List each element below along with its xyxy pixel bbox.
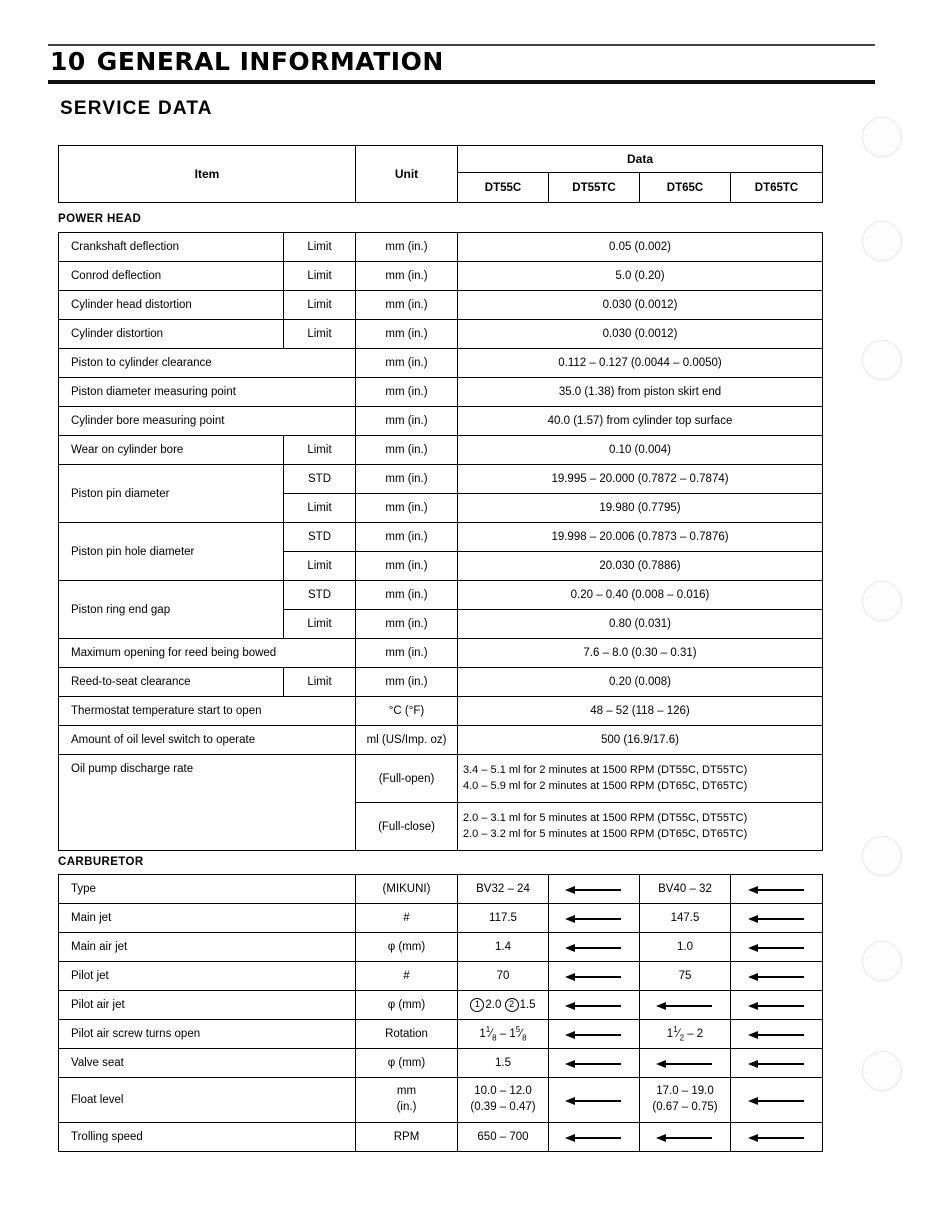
group-label-power-head: POWER HEAD: [58, 213, 142, 225]
row-sub: STD: [284, 465, 356, 494]
row-sub: Limit: [284, 668, 356, 697]
row-value: 20.030 (0.7886): [458, 552, 823, 581]
table-power-head: [58, 232, 823, 851]
table-row: [59, 378, 823, 407]
binder-hole-icon: [862, 340, 902, 380]
row-unit: mm (in.): [356, 262, 458, 291]
table-row: [59, 407, 823, 436]
row-value: 48 – 52 (118 – 126): [458, 697, 823, 726]
ditto-arrow-icon: [748, 1093, 806, 1108]
header-model-dt65tc: DT65TC: [731, 173, 823, 203]
row-value: 40.0 (1.57) from cylinder top surface: [458, 407, 823, 436]
row-unit: φ (mm): [356, 1049, 458, 1078]
ditto-arrow-icon: [565, 969, 623, 984]
row-sub: STD: [284, 523, 356, 552]
row-unit: mm (in.): [356, 436, 458, 465]
ditto-arrow-icon: [565, 1027, 623, 1042]
row-sub: Limit: [284, 262, 356, 291]
row-value: 19.998 – 20.006 (0.7873 – 0.7876): [458, 523, 823, 552]
cell-value: 1.5: [495, 1057, 511, 1069]
row-sub: Limit: [284, 552, 356, 581]
table-row: [59, 697, 823, 726]
table-row: [59, 436, 823, 465]
row-value-model-0: [458, 1123, 549, 1152]
table-row: [59, 349, 823, 378]
cell-value: 75: [678, 970, 692, 982]
binder-hole-icon: [862, 941, 902, 981]
binder-hole-icon: [862, 1051, 902, 1091]
row-unit: mm (in.): [356, 1078, 458, 1123]
ditto-arrow-icon: [565, 940, 623, 955]
row-item: Main air jet: [59, 933, 356, 962]
row-unit: RPM: [356, 1123, 458, 1152]
row-value: 35.0 (1.38) from piston skirt end: [458, 378, 823, 407]
page-title: [48, 46, 875, 79]
row-unit: (Full-close): [356, 803, 458, 851]
row-value-model-0: [458, 933, 549, 962]
ditto-arrow-icon: [748, 998, 806, 1013]
ditto-arrow-icon: [748, 1130, 806, 1145]
row-value: 3.4 – 5.1 ml for 2 minutes at 1500 RPM (DT55C, DT55TC) 4.0 – 5.9 ml for 2 minutes at 1500 RPM (DT65C, DT65TC): [458, 755, 823, 803]
table-row: [59, 991, 823, 1020]
ditto-arrow-icon: [656, 1056, 714, 1071]
cell-value: 117.5: [489, 912, 517, 924]
row-sub: Limit: [284, 610, 356, 639]
row-unit: mm (in.): [356, 233, 458, 262]
binder-hole-icon: [862, 581, 902, 621]
row-unit: mm (in.): [356, 465, 458, 494]
row-item: Piston pin hole diameter: [59, 523, 284, 581]
row-item: Main jet: [59, 904, 356, 933]
row-value-model-2: [640, 875, 731, 904]
section-title: SERVICE DATA: [60, 98, 213, 119]
table-row: [59, 233, 823, 262]
table-row: [59, 1078, 823, 1123]
row-item: Thermostat temperature start to open: [59, 697, 356, 726]
ditto-arrow-icon: [748, 882, 806, 897]
row-value-model-2: [640, 991, 731, 1020]
row-value-model-2: [640, 962, 731, 991]
row-value-model-3: [731, 1020, 823, 1049]
table-row: [59, 262, 823, 291]
row-value-model-3: [731, 904, 823, 933]
table-row: [59, 904, 823, 933]
cell-value: 1.5: [519, 999, 536, 1012]
cell-value: 2.0: [485, 999, 502, 1012]
row-unit: mm (in.): [356, 523, 458, 552]
ditto-arrow-icon: [748, 1056, 806, 1071]
ditto-arrow-icon: [656, 1130, 714, 1145]
row-value: 500 (16.9/17.6): [458, 726, 823, 755]
row-item: Valve seat: [59, 1049, 356, 1078]
cell-value: 650 – 700: [477, 1131, 529, 1143]
row-value-model-1: [549, 1123, 640, 1152]
group-label-carburetor: CARBURETOR: [58, 856, 144, 868]
row-value-model-2: [640, 1020, 731, 1049]
ditto-arrow-icon: [748, 940, 806, 955]
row-item: Type: [59, 875, 356, 904]
row-unit: mm (in.): [356, 639, 458, 668]
row-value-model-3: [731, 1123, 823, 1152]
table-row: [59, 755, 823, 803]
row-sub: Limit: [284, 436, 356, 465]
cell-value: 10.0 – 12.0 (0.39 – 0.47): [470, 1085, 536, 1113]
table-row: [59, 1020, 823, 1049]
row-unit: mm (in.): [356, 349, 458, 378]
row-value-model-1: [549, 962, 640, 991]
ditto-arrow-icon: [565, 882, 623, 897]
row-item: Wear on cylinder bore: [59, 436, 284, 465]
row-value-model-1: [549, 1020, 640, 1049]
row-value: 19.995 – 20.000 (0.7872 – 0.7874): [458, 465, 823, 494]
row-unit: #: [356, 904, 458, 933]
ditto-arrow-icon: [565, 1056, 623, 1071]
table-row: [59, 962, 823, 991]
cell-value: 147.5: [670, 912, 700, 924]
row-value-model-1: [549, 991, 640, 1020]
cell-value: BV40 – 32: [658, 883, 712, 895]
row-item: Maximum opening for reed being bowed: [59, 639, 356, 668]
row-value-model-0: [458, 962, 549, 991]
ditto-arrow-icon: [748, 911, 806, 926]
header-model-dt55c: DT55C: [458, 173, 549, 203]
table-row: [59, 726, 823, 755]
row-value-model-3: [731, 1049, 823, 1078]
ditto-arrow-icon: [565, 1130, 623, 1145]
table-row: [59, 933, 823, 962]
binder-hole-icon: [862, 221, 902, 261]
header-model-dt65c: DT65C: [640, 173, 731, 203]
row-unit: ml (US/Imp. oz): [356, 726, 458, 755]
row-value: 2.0 – 3.1 ml for 5 minutes at 1500 RPM (DT55C, DT55TC) 2.0 – 3.2 ml for 5 minutes at 1500 RPM (DT65C, DT65TC): [458, 803, 823, 851]
row-value-model-1: [549, 1049, 640, 1078]
row-value-model-3: [731, 1078, 823, 1123]
cell-value: BV32 – 24: [476, 883, 530, 895]
row-item: Conrod deflection: [59, 262, 284, 291]
ditto-arrow-icon: [656, 998, 714, 1013]
row-value-model-2: [640, 904, 731, 933]
row-unit: mm (in.): [356, 320, 458, 349]
row-unit: mm (in.): [356, 552, 458, 581]
cell-value: 1.4: [495, 941, 511, 953]
row-value-model-0: [458, 875, 549, 904]
binder-hole-icon: [862, 117, 902, 157]
row-unit: (Full-open): [356, 755, 458, 803]
row-item: Pilot air jet: [59, 991, 356, 1020]
row-value: 0.112 – 0.127 (0.0044 – 0.0050): [458, 349, 823, 378]
circled-number-icon: 2: [505, 998, 519, 1012]
row-value-model-3: [731, 991, 823, 1020]
row-item: Reed-to-seat clearance: [59, 668, 284, 697]
row-value: 5.0 (0.20): [458, 262, 823, 291]
row-value: 0.030 (0.0012): [458, 320, 823, 349]
ditto-arrow-icon: [565, 911, 623, 926]
row-item: Pilot air screw turns open: [59, 1020, 356, 1049]
running-head: [48, 44, 875, 84]
row-sub: Limit: [284, 320, 356, 349]
row-value-model-2: [640, 1049, 731, 1078]
row-value: 0.80 (0.031): [458, 610, 823, 639]
running-head-text: GENERAL INFORMATION: [96, 47, 444, 76]
header-data: Data: [458, 146, 823, 173]
row-item: Amount of oil level switch to operate: [59, 726, 356, 755]
row-value-model-3: [731, 933, 823, 962]
row-value-model-1: [549, 875, 640, 904]
row-value: 0.10 (0.004): [458, 436, 823, 465]
row-unit: mm (in.): [356, 378, 458, 407]
row-value-model-1: [549, 933, 640, 962]
row-unit: φ (mm): [356, 991, 458, 1020]
cell-value: 70: [496, 970, 510, 982]
cell-value: 1.0: [677, 941, 693, 953]
table-row: [59, 639, 823, 668]
head-rule-bottom: [48, 80, 875, 84]
table-row: [59, 668, 823, 697]
row-unit: mm (in.): [356, 581, 458, 610]
ditto-arrow-icon: [748, 1027, 806, 1042]
table-row: [59, 465, 823, 494]
row-sub: Limit: [284, 291, 356, 320]
ditto-arrow-icon: [565, 998, 623, 1013]
row-value-model-0: [458, 904, 549, 933]
row-unit: mm (in.): [356, 668, 458, 697]
cell-value: 17.0 – 19.0 (0.67 – 0.75): [652, 1085, 718, 1113]
row-unit: (MIKUNI): [356, 875, 458, 904]
table-row: [59, 291, 823, 320]
row-value-model-3: [731, 962, 823, 991]
table-row: [59, 1049, 823, 1078]
row-unit: mm (in.): [356, 407, 458, 436]
row-value-model-0: [458, 1049, 549, 1078]
row-unit: φ (mm): [356, 933, 458, 962]
row-item: Cylinder bore measuring point: [59, 407, 356, 436]
row-value-model-1: [549, 1078, 640, 1123]
cell-value: $1^1⁄_2 - 2$: [666, 1025, 704, 1043]
row-value-model-0: [458, 1020, 549, 1049]
row-item: Piston pin diameter: [59, 465, 284, 523]
row-value-model-2: [640, 1078, 731, 1123]
row-sub: Limit: [284, 233, 356, 262]
header-model-dt55tc: DT55TC: [549, 173, 640, 203]
row-unit: mm (in.): [356, 291, 458, 320]
row-item: Trolling speed: [59, 1123, 356, 1152]
header-item: Item: [59, 146, 356, 203]
row-sub: STD: [284, 581, 356, 610]
row-unit: mm (in.): [356, 494, 458, 523]
row-value-model-2: [640, 933, 731, 962]
table-row: [59, 523, 823, 552]
ditto-arrow-icon: [748, 969, 806, 984]
row-item: Cylinder distortion: [59, 320, 284, 349]
row-value-model-0: [458, 991, 549, 1020]
table-carburetor: [58, 874, 823, 1152]
row-item: Piston to cylinder clearance: [59, 349, 356, 378]
row-value: 0.20 – 0.40 (0.008 – 0.016): [458, 581, 823, 610]
cell-value: $1^1⁄_8$ – $1^5⁄_8$: [479, 1025, 527, 1043]
row-item: Crankshaft deflection: [59, 233, 284, 262]
row-sub: Limit: [284, 494, 356, 523]
row-value-model-1: [549, 904, 640, 933]
table-row: [59, 1123, 823, 1152]
row-item: Piston diameter measuring point: [59, 378, 356, 407]
row-item: Pilot jet: [59, 962, 356, 991]
row-item: Cylinder head distortion: [59, 291, 284, 320]
page-number: 10: [50, 47, 86, 76]
row-unit: Rotation: [356, 1020, 458, 1049]
circled-number-icon: 1: [470, 998, 484, 1012]
table-row: [59, 875, 823, 904]
row-value-model-3: [731, 875, 823, 904]
row-value: 7.6 – 8.0 (0.30 – 0.31): [458, 639, 823, 668]
row-unit: mm (in.): [356, 610, 458, 639]
row-value-model-2: [640, 1123, 731, 1152]
row-value: 19.980 (0.7795): [458, 494, 823, 523]
row-item: Oil pump discharge rate: [59, 755, 356, 851]
ditto-arrow-icon: [565, 1093, 623, 1108]
row-value-model-0: [458, 1078, 549, 1123]
table-column-header: [58, 145, 823, 203]
table-row: [59, 320, 823, 349]
row-unit: °C (°F): [356, 697, 458, 726]
binder-hole-icon: [862, 836, 902, 876]
row-item: Float level: [59, 1078, 356, 1123]
table-row: [59, 581, 823, 610]
row-unit: #: [356, 962, 458, 991]
row-value: 0.20 (0.008): [458, 668, 823, 697]
row-value: 0.05 (0.002): [458, 233, 823, 262]
row-value: 0.030 (0.0012): [458, 291, 823, 320]
header-unit: Unit: [356, 146, 458, 203]
row-item: Piston ring end gap: [59, 581, 284, 639]
